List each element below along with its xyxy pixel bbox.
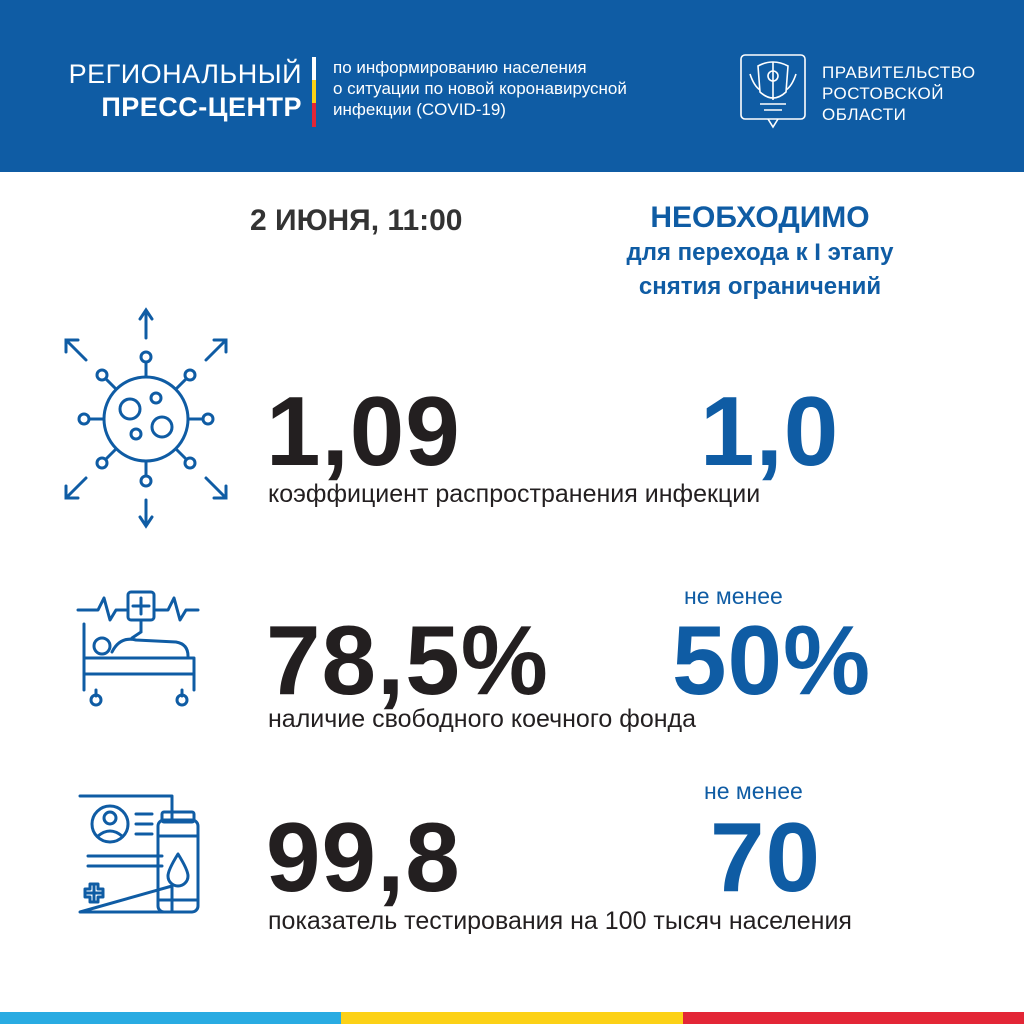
press-center-title	[69, 58, 302, 124]
footer-tricolor	[0, 1012, 1024, 1024]
requirement-line3: снятия ограничений	[638, 273, 882, 300]
subtitle-line: по информированию населения	[333, 58, 587, 77]
requirement-line1: НЕОБХОДИМО	[650, 201, 870, 234]
beds-current: 78,5%	[266, 605, 549, 715]
government-line: РОСТОВСКОЙ	[822, 84, 944, 103]
government-name	[822, 62, 976, 125]
beds-target: 50%	[672, 605, 872, 715]
hospital-bed-icon	[76, 586, 202, 708]
report-date: 2 ИЮНЯ, 11:00	[250, 204, 463, 237]
subtitle-line: о ситуации по новой коронавирусной	[333, 79, 627, 98]
government-line: ПРАВИТЕЛЬСТВО	[822, 63, 976, 82]
beds-target-prefix: не менее	[684, 583, 783, 609]
requirement-heading	[560, 200, 960, 304]
spread-rate-label: коэффициент распространения инфекции	[268, 480, 761, 508]
testing-target: 70	[710, 802, 822, 912]
beds-label: наличие свободного коечного фонда	[268, 705, 697, 733]
press-center-title-line1: РЕГИОНАЛЬНЫЙ	[68, 59, 302, 89]
spread-rate-current: 1,09	[266, 376, 461, 486]
subtitle-line: инфекции (COVID-19)	[333, 100, 506, 119]
footer-stripe-blue	[0, 1012, 341, 1024]
press-center-subtitle	[333, 57, 627, 120]
testing-target-prefix: не менее	[704, 778, 803, 804]
government-line: ОБЛАСТИ	[822, 105, 907, 124]
testing-current: 99,8	[266, 802, 461, 912]
medical-test-icon	[76, 790, 204, 916]
coat-of-arms-icon	[738, 52, 808, 130]
requirement-line2: для перехода к I этапу	[626, 239, 894, 266]
footer-stripe-red	[683, 1012, 1024, 1024]
press-center-title-line2: ПРЕСС-ЦЕНТР	[101, 92, 302, 122]
testing-label: показатель тестирования на 100 тысяч населения	[268, 907, 852, 935]
tricolor-stripe	[312, 57, 316, 127]
header-banner	[0, 0, 1024, 172]
spread-rate-target: 1,0	[700, 376, 840, 486]
footer-stripe-yellow	[341, 1012, 682, 1024]
virus-spread-icon	[56, 302, 236, 532]
